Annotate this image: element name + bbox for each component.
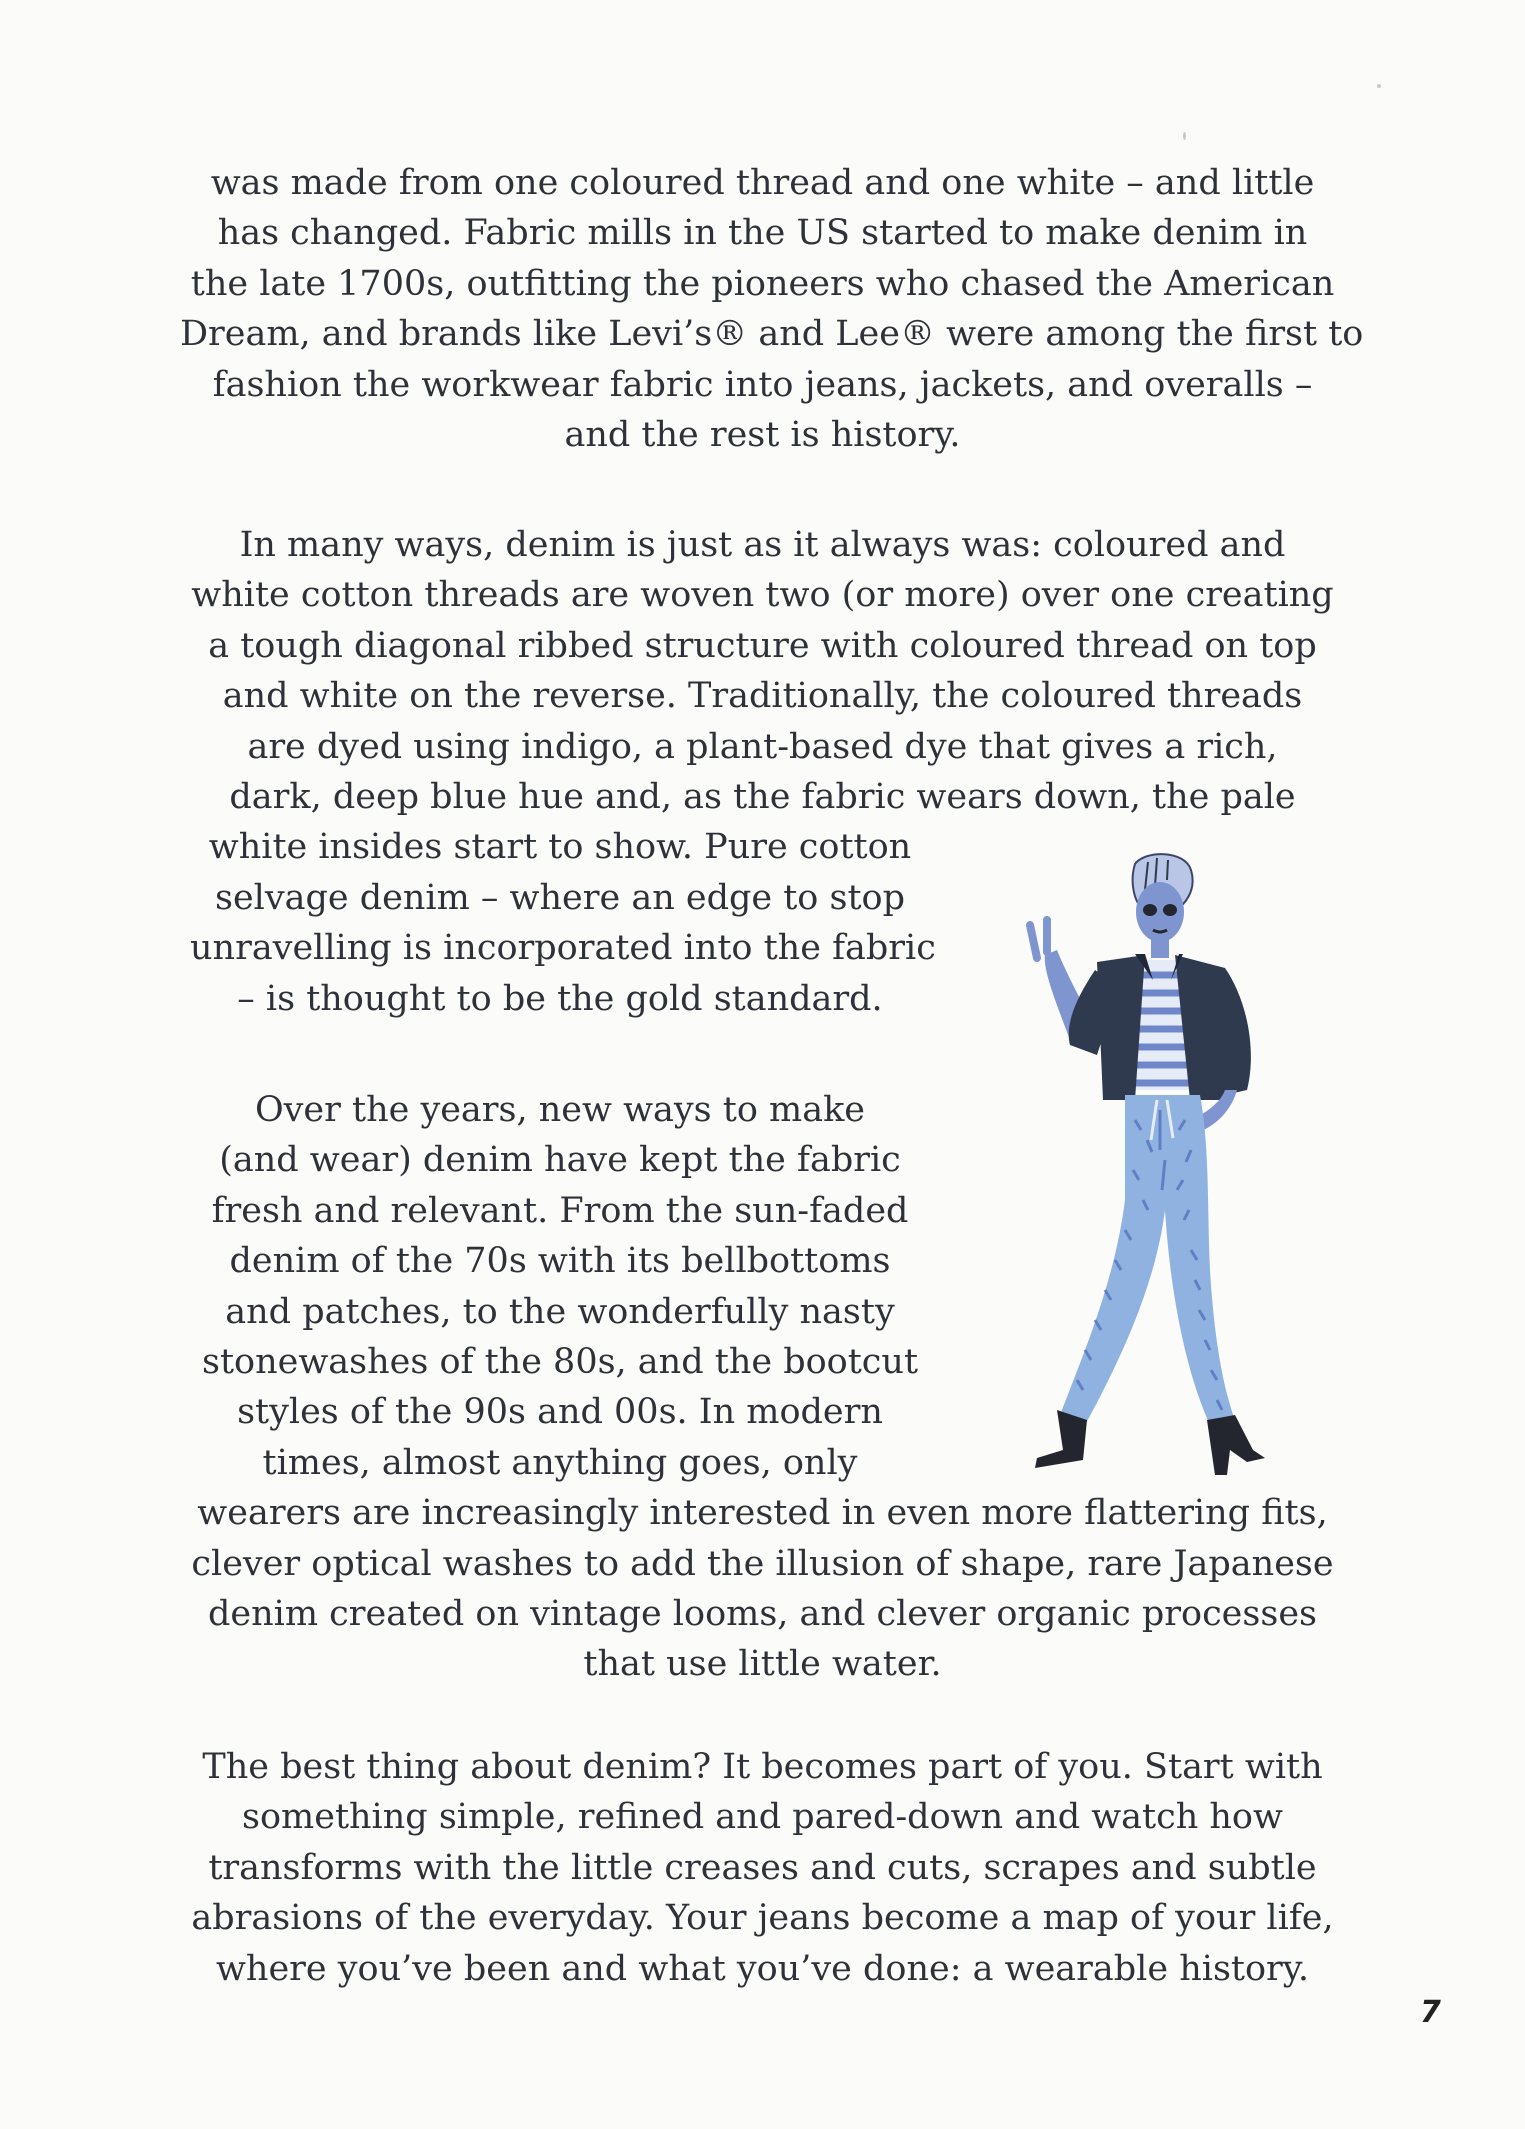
text-line: styles of the 90s and 00s. In modern bbox=[237, 1392, 883, 1433]
text-line: white cotton threads are woven two (or more) over one creating bbox=[191, 575, 1334, 616]
text-line: The best thing about denim? It becomes part of you. Start with bbox=[202, 1747, 1323, 1787]
text-line: clever optical washes to add the illusion of shape, rare Japanese bbox=[191, 1543, 1334, 1584]
paragraph-4 bbox=[180, 1742, 1345, 1994]
text-line: the late 1700s, outfitting the pioneers who chased the American bbox=[190, 263, 1335, 304]
text-line: something simple, refined and pared-down and watch how bbox=[242, 1797, 1283, 1838]
text-line: white insides start to show. Pure cotton bbox=[208, 827, 912, 868]
text-line: Dream, and brands like Levi’s® and Lee® were among the first to bbox=[180, 314, 1364, 355]
text-line: – is thought to be the gold standard. bbox=[237, 978, 883, 1019]
text-line: and the rest is history. bbox=[564, 415, 961, 456]
text-line: fresh and relevant. From the sun-faded bbox=[211, 1190, 909, 1231]
text-line: where you’ve been and what you’ve done: a wearable history. bbox=[215, 1948, 1310, 1989]
paragraph-1 bbox=[180, 158, 1364, 460]
text-line: transforms with the little creases and cuts, scrapes and subtle bbox=[208, 1847, 1317, 1888]
text-line: was made from one coloured thread and one white – and little bbox=[210, 163, 1315, 203]
scan-speck bbox=[1377, 84, 1381, 88]
text-line: are dyed using indigo, a plant-based dye that gives a rich, bbox=[247, 726, 1278, 767]
text-line: a tough diagonal ribbed structure with coloured thread on top bbox=[208, 625, 1317, 666]
text-line: Over the years, new ways to make bbox=[254, 1090, 866, 1130]
text-line: wearers are increasingly interested in even more flattering fits, bbox=[197, 1493, 1328, 1534]
text-line: and white on the reverse. Traditionally, the coloured threads bbox=[222, 676, 1303, 717]
text-line: selvage denim – where an edge to stop bbox=[215, 877, 905, 918]
denim-figure-illustration bbox=[985, 850, 1315, 1480]
page-number: 7 bbox=[1420, 1995, 1441, 2030]
scan-speck bbox=[1183, 132, 1186, 140]
text-line: times, almost anything goes, only bbox=[262, 1442, 858, 1483]
text-line: has changed. Fabric mills in the US started to make denim in bbox=[217, 213, 1308, 254]
text-line: that use little water. bbox=[583, 1644, 942, 1685]
text-line: In many ways, denim is just as it always was: coloured and bbox=[239, 525, 1286, 565]
text-line: unravelling is incorporated into the fabric bbox=[190, 928, 936, 969]
text-line: denim created on vintage looms, and clever organic processes bbox=[208, 1594, 1317, 1635]
text-line: stonewashes of the 80s, and the bootcut bbox=[201, 1342, 919, 1383]
text-line: fashion the workwear fabric into jeans, jackets, and overalls – bbox=[212, 364, 1313, 405]
text-line: (and wear) denim have kept the fabric bbox=[219, 1140, 901, 1181]
text-line: dark, deep blue hue and, as the fabric wears down, the pale bbox=[229, 777, 1296, 818]
text-line: abrasions of the everyday. Your jeans become a map of your life, bbox=[191, 1898, 1334, 1939]
text-line: and patches, to the wonderfully nasty bbox=[225, 1291, 895, 1332]
text-line: denim of the 70s with its bellbottoms bbox=[229, 1241, 891, 1282]
